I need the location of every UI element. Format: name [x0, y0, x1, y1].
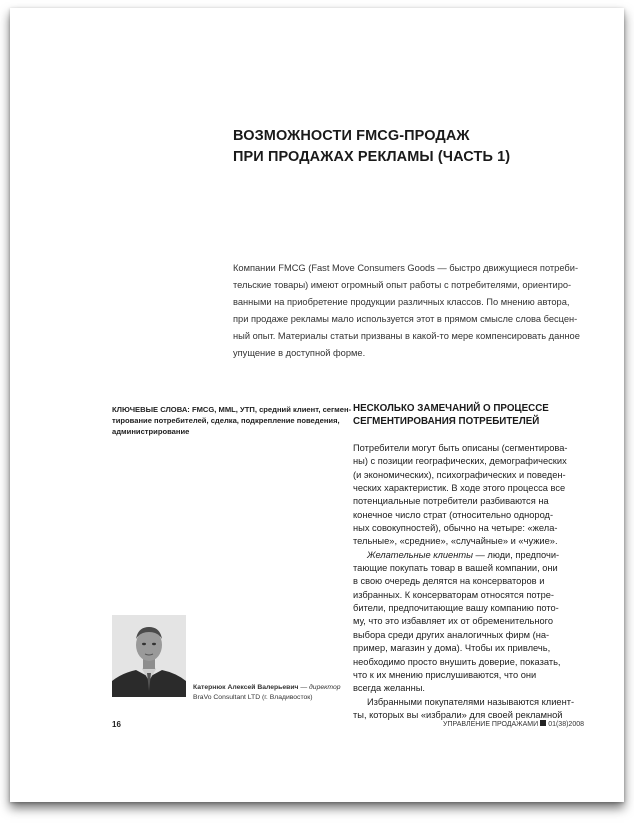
author-role: директор	[309, 684, 341, 691]
body-line: ных совокупностей), обычно на четыре: «жела-	[353, 523, 558, 534]
keywords-line: тирование потребителей, сделка, подкрепление поведения,	[112, 416, 340, 425]
author-company: BraVo Consultant LTD (г. Владивосток)	[193, 694, 313, 701]
body-line: ческих характеристик. В ходе этого процесса все	[353, 483, 566, 494]
author-name: Катернюк Алексей Валерьевич	[193, 684, 299, 691]
lead-line: тельские товары) имеют огромный опыт работы с потребителями, ориентиро-	[233, 280, 572, 290]
lead-line: при продаже рекламы мало используется этот в прямом смысле слова бесцен-	[233, 314, 578, 324]
lead-line: ный опыт. Материалы статьи призваны в какой-то мере компенсировать данное	[233, 331, 580, 341]
body-line: бители, предпочитающие вашу компанию пото-	[353, 603, 559, 614]
body-line: конечное число страт (относительно однород-	[353, 509, 554, 520]
body-line: всегда желанны.	[353, 683, 426, 694]
journal-footer	[410, 720, 584, 728]
body-line: потенциальные потребители разбиваются на	[353, 496, 549, 507]
author-separator: —	[298, 684, 310, 691]
body-line: му, что это избавляет их от обременительного	[353, 616, 554, 627]
journal-name: УПРАВЛЕНИЕ ПРОДАЖАМИ	[443, 721, 539, 728]
keywords-block	[112, 404, 352, 437]
body-fragment: — люди, предпочи-	[472, 549, 560, 560]
lead-line: ванными на приобретение продукции различных классов. По мнению автора,	[233, 297, 570, 307]
author-photo	[112, 615, 186, 697]
article-lead	[233, 260, 580, 362]
body-line: ны) с позиции географических, демографических	[353, 456, 567, 467]
body-line: в свою очередь делятся на консерваторов и	[353, 576, 545, 587]
lead-line: Компании FMCG (Fast Move Consumers Goods — быстро движущиеся потреби-	[233, 263, 579, 273]
body-line: избранных. К консерваторам относятся потре-	[353, 589, 555, 600]
body-line: пример, магазин у дома). Чтобы их привлечь,	[353, 643, 551, 654]
body-line	[353, 549, 585, 562]
author-line-1	[193, 683, 343, 693]
italic-term: Желательные клиенты	[367, 549, 473, 560]
body-line: тающие покупать товар в вашей компании, они	[353, 563, 558, 574]
journal-issue: 01(38)2008	[548, 721, 584, 728]
body-line: Избранными покупателями называются клиент-	[367, 696, 575, 707]
section-heading	[353, 402, 583, 428]
body-line: что к их мнению прислушиваются, что они	[353, 669, 537, 680]
body-line: ты, которых вы «избрали» для своей рекламной	[353, 709, 563, 720]
section-heading-line: НЕСКОЛЬКО ЗАМЕЧАНИЙ О ПРОЦЕССЕ	[353, 403, 549, 414]
page-number: 16	[112, 720, 121, 729]
author-caption	[193, 683, 343, 703]
body-line: Потребители могут быть описаны (сегментирова-	[353, 443, 568, 453]
body-line: тельные», «средние», «случайные» и «чужие».	[353, 536, 558, 547]
body-text	[353, 442, 585, 722]
body-line: (и экономических), психографических и поведен-	[353, 469, 566, 480]
title-line: ПРИ ПРОДАЖАХ РЕКЛАМЫ (ЧАСТЬ 1)	[233, 149, 511, 165]
body-line: необходимо просто внушить доверие, показать,	[353, 656, 561, 667]
lead-line: упущение в доступной форме.	[233, 348, 366, 358]
keywords-line: администрирование	[112, 427, 190, 436]
body-line: выбора среди других аналогичных фирм (на-	[353, 629, 550, 640]
title-line: ВОЗМОЖНОСТИ FMCG-ПРОДАЖ	[233, 128, 470, 144]
article-title	[233, 126, 563, 168]
section-heading-line: СЕГМЕНТИРОВАНИЯ ПОТРЕБИТЕЛЕЙ	[353, 416, 540, 427]
magazine-page	[10, 8, 624, 802]
keywords-line: КЛЮЧЕВЫЕ СЛОВА: FMCG, MML, УТП, средний клиент, сегмен-	[112, 405, 352, 414]
square-bullet-icon	[540, 720, 546, 726]
